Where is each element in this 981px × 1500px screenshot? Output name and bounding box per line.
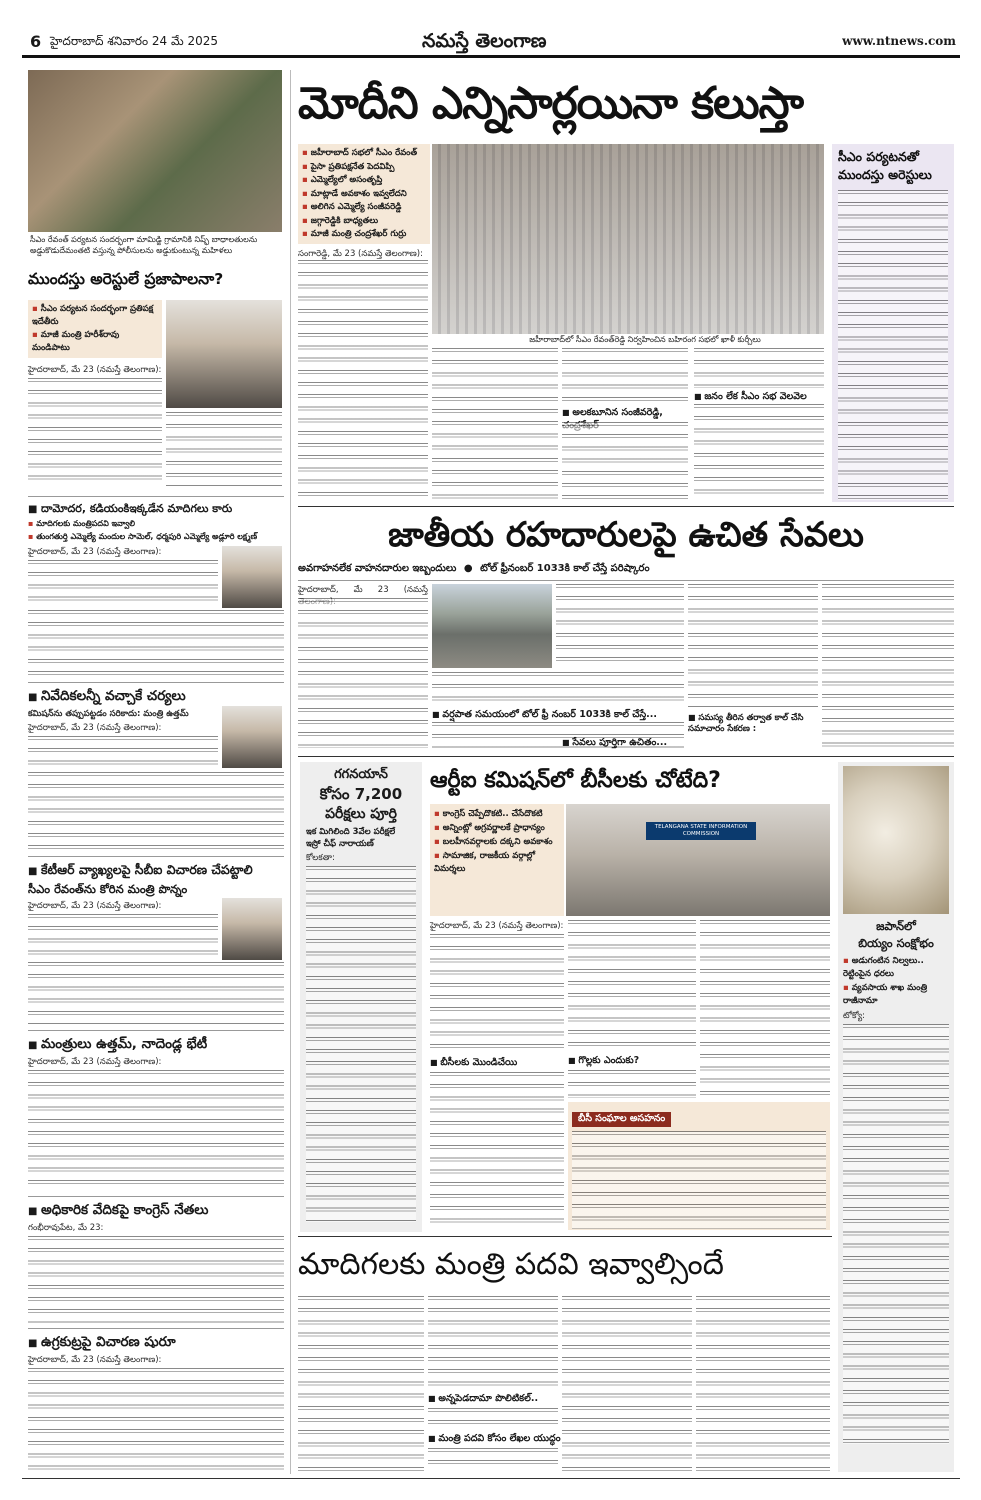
story6-dateline: హైదరాబాద్, మే 23 (నమస్తే తెలంగాణ): [28, 1355, 162, 1365]
highway-photo-caption: ■ వర్షపాత సమయంలో టోల్ ఫ్రీ నంబర్ 1033కి కాల్ చేస్తే... [432, 708, 684, 721]
divider [28, 856, 284, 857]
gaganyaan-sub-1: ఇక మిగిలింది 3వేల పరీక్షలే [306, 827, 396, 837]
gaganyaan-box [300, 762, 422, 1232]
rice-photo [843, 766, 949, 914]
rti-bullet: ▪ అన్నింట్లో అగ్రవర్ణాలకే ప్రాధాన్యం [434, 822, 560, 835]
madiga-subhead-1: ■ అన్నపెడదామా పొలిటికల్.. [428, 1392, 558, 1405]
story4-dateline: హైదరాబాద్, మే 23 (నమస్తే తెలంగాణ): [28, 1057, 162, 1067]
uttam-byline: కమిషన్‌ను తప్పుపట్టడం సరికాదు: మంత్రి ఉత్తమ్ [28, 709, 189, 719]
highway-body-4 [688, 584, 818, 708]
harish-portrait [166, 300, 282, 408]
lead-bullet: ▪ మాట్లాడే అవకాశం ఇవ్వలేదని [302, 188, 426, 201]
column-rule [290, 70, 291, 1474]
story1-dateline: హైదరాబాద్, మే 23 (నమస్తే తెలంగాణ): [28, 547, 162, 557]
gaganyaan-body [306, 866, 416, 1222]
ponnam-portrait [222, 898, 282, 960]
rti-building-photo [566, 804, 830, 916]
sidebar-headline-1: సీఎం పర్యటనతో [838, 149, 920, 164]
rti-headline: ఆర్టీఐ కమిషన్‌లో బీసీలకు చోటేది? [430, 768, 721, 793]
japan-bullet: ▪ అడుగంటిన నిల్వలు.. రెట్టింపైన ధరలు [843, 955, 949, 981]
harish-bullets [28, 300, 162, 358]
madiga-cabinet-bullets [28, 518, 284, 544]
madiga-body-2 [428, 1296, 558, 1390]
lead-bullet: ▪ ఎమ్మెల్యేలో అసంతృప్తి [302, 174, 426, 187]
lead-bullets [298, 144, 430, 244]
story4-body [28, 1070, 284, 1192]
highway-strap-2: టోల్ ఫ్రీనంబర్ 1033కి కాల్ చేస్తే పరిష్కారం [480, 563, 650, 574]
lead-bullet: ▪ మాజీ మంత్రి చంద్రశేఖర్ గుర్రు [302, 228, 426, 241]
highway-photo [432, 584, 552, 668]
japan-rice-sidebar [838, 762, 954, 1472]
ponnam-byline: సీఎం రేవంత్‌ను కోరిన మంత్రి పొన్నం [28, 882, 188, 896]
highway-body-3 [556, 584, 684, 668]
rti-bullet: ▪ కాంగ్రెస్ చెప్పేదొకటి.. చేసేదొకటి [434, 808, 560, 821]
cm-arrests-sidebar [832, 144, 954, 502]
japan-headline-2: బియ్యం సంక్షోభం [858, 936, 934, 950]
japan-dateline: టోక్యో: [843, 1011, 865, 1021]
footer-rule [22, 1478, 960, 1479]
uttam-portrait [222, 706, 282, 768]
uttam-nadendla-headline: ■ మంత్రులు ఉత్తమ్, నాదెండ్ల భేటీ [28, 1036, 284, 1055]
rti-subhead-1: ■ బీసీలకు మొండిచేయి [430, 1056, 564, 1069]
madiga-body-1 [298, 1296, 424, 1472]
gaganyaan-title-2: కోసం 7,200 [319, 785, 403, 803]
harish-bullet: ▪ మాజీ మంత్రి హరీశ్‌రావు మండిపాటు [32, 329, 158, 354]
uttam-headline: ■ నివేదికలన్నీ వచ్చాకే చర్యలు [28, 688, 284, 707]
japan-bullets [843, 955, 949, 1008]
sidebar-body [838, 190, 948, 500]
story3-body-b [28, 962, 284, 1026]
madiga-headline: మాదిగలకు మంత్రి పదవి ఇవ్వాల్సిందే [298, 1247, 724, 1282]
highway-headline: జాతీయ రహదారులపై ఉచిత సేవలు [388, 515, 864, 555]
divider [298, 506, 954, 507]
lead-body-col-1 [298, 260, 428, 500]
rti-body-1b [430, 1072, 564, 1228]
rti-body-2b [568, 1070, 696, 1098]
sidebar-headline-2: ముందస్తు అరెస్టులు [838, 167, 932, 182]
mla-portrait [222, 546, 282, 608]
lead-body-col-3b [562, 422, 688, 500]
highway-straps: అవగాహనలేక వాహనదారుల ఇబ్బందులు ● టోల్ ఫ్రీనంబర్ 1033కి కాల్ చేస్తే పరిష్కారం [298, 563, 650, 574]
divider [28, 1196, 284, 1197]
harish-body-2 [166, 412, 282, 488]
gaganyaan-title-3: పరీక్షలు పూర్తి [325, 806, 397, 822]
lead-bullet: ▪ జగ్గారెడ్డికి బాధ్యతలు [302, 215, 426, 228]
highway-subhead-2: ■ సమస్య తీరిన తర్వాత కాల్ చేసి సమాచారం సేకరణ : [688, 712, 818, 735]
lead-body-col-4b [694, 404, 824, 500]
date-line: హైదరాబాద్ శనివారం 24 మే 2025 [50, 34, 219, 48]
rti-bullets [430, 804, 564, 916]
lead-dateline: సంగారెడ్డి, మే 23 (నమస్తే తెలంగాణ): [298, 249, 423, 259]
story3-body-a [28, 914, 218, 960]
masthead: నమస్తే తెలంగాణ [422, 30, 547, 52]
story1-body-b [28, 610, 284, 676]
page-header [22, 30, 960, 58]
story6-body [28, 1368, 284, 1472]
lead-headline: మోదీని ఎన్నిసార్లయినా కలుస్తా [298, 78, 803, 129]
highway-body-1 [298, 598, 428, 748]
rti-subhead-2: ■ గొల్లకు ఎందుకు? [568, 1054, 696, 1067]
congress-dais-headline: ■ అధికారిక వేదికపై కాంగ్రెస్ నేతలు [28, 1202, 284, 1221]
protest-photo [28, 70, 282, 232]
terror-probe-headline: ■ ఉగ్రకుట్రపై విచారణ షురూ [28, 1334, 284, 1353]
rti-dateline: హైదరాబాద్, మే 23 (నమస్తే తెలంగాణ): [430, 921, 564, 931]
lead-subhead-2: ■ జనం లేక సీఎం సభ వెలవెల [694, 390, 826, 403]
story3-dateline: హైదరాబాద్, మే 23 (నమస్తే తెలంగాణ): [28, 901, 162, 911]
lead-bullet: ▪ పైసా ప్రతిపక్షనేత పెదవిప్పి [302, 161, 426, 174]
rti-body-2 [568, 920, 696, 1050]
rti-body-3 [700, 920, 830, 1098]
rti-body-1 [430, 934, 564, 1054]
lead-bullet: ▪ జహీరాబాద్ సభలో సీఎం రేవంత్ [302, 147, 426, 160]
harish-body-1 [28, 378, 162, 488]
bullet: ▪ తుంగతుర్తి ఎమ్మెల్యే మందుల సామెల్, ధర్మపురి ఎమ్మెల్యే అడ్లూరి లక్ష్మణ్ [28, 531, 284, 543]
divider [298, 756, 954, 757]
madiga-cabinet-headline: ■ దామోదర, కడియంకిఇక్కడేన మాదిగలు కారు [28, 502, 284, 518]
divider [28, 1030, 284, 1031]
madiga-subhead-2: ■ మంత్రి పదవి కోసం లేఖల యుద్ధం [428, 1432, 564, 1445]
japan-bullet: ▪ వ్యవసాయ శాఖ మంత్రి రాజీనామా [843, 982, 949, 1008]
highway-subhead-1: ■ సేవలు పూర్తిగా ఉచితం... [562, 736, 688, 749]
lead-body-col-4a [694, 348, 824, 388]
harish-headline: ముందస్తు అరెస్టులే ప్రజాపాలనా? [28, 270, 224, 288]
divider [298, 580, 954, 581]
lead-subhead-1: ■ అలకబూనిన సంజీవరెడ్డి, [562, 406, 694, 432]
japan-headline-1: జపాన్‌లో [876, 919, 916, 933]
highway-body-2 [432, 672, 684, 706]
rti-bullet: ▪ సామాజిక, రాజకీయ వర్గాల్లో విమర్శలు [434, 850, 560, 876]
bc-associations-box [568, 1102, 830, 1230]
divider [298, 1236, 832, 1237]
divider [28, 1328, 284, 1329]
uttam-dateline: హైదరాబాద్, మే 23 (నమస్తే తెలంగాణ): [28, 723, 162, 733]
empty-chairs-photo [432, 144, 824, 334]
story1-body-a [28, 560, 218, 608]
highway-body-5 [822, 584, 954, 748]
rti-bullet: ▪ బలహీనవర్గాలకు దక్కని అవకాశం [434, 836, 560, 849]
story5-body [28, 1236, 284, 1324]
story2-body-a [28, 736, 218, 770]
harish-dateline: హైదరాబాద్, మే 23 (నమస్తే తెలంగాణ): [28, 365, 162, 375]
bullet: ▪ మాదిగలకు మంత్రిపదవి ఇవ్వాలి [28, 518, 284, 530]
protest-photo-caption: సీఎం రేవంత్ పర్యటన సందర్భంగా మామిడ్జి గ్రామానికి నిష్ఫ్ బాధాలతులను అడ్డుకొడుదేమంతటి వస్తున్న పోలీసులను అడ్డుకుంటున్న మహిళలు [30, 235, 258, 255]
highway-dateline: హైదరాబాద్, మే 23 (నమస్తే [298, 585, 428, 595]
bc-box-body [572, 1131, 826, 1229]
harish-bullet: ▪ సీఎం పర్యటన సందర్భంగా ప్రతిపక్ష ఇదేతీరు [32, 303, 158, 328]
madiga-body-4 [696, 1296, 830, 1472]
ktr-cbi-headline: ■ కేటీఆర్ వ్యాఖ్యలపై సీబీఐ విచారణ చేపట్టాలి [28, 862, 284, 881]
lead-bullet: ▪ అలిగిన ఎమ్మెల్యే సంజీవరెడ్డి [302, 201, 426, 214]
bc-box-title: బీసీ సంఘాల అసహనం [572, 1112, 671, 1127]
website-link[interactable]: www.ntnews.com [842, 34, 956, 48]
gaganyaan-title-1: గగనయాన్ [334, 767, 388, 782]
story5-dateline: గంభీరావుపేట, మే 23: [28, 1223, 104, 1233]
gaganyaan-dateline: కోలకతా: [306, 853, 335, 863]
empty-chairs-caption: జహీరాబాద్‌లో సీఎం రేవంత్‌రెడ్డి నిర్వహించిన బహిరంగ సభలో ఖాళీ కుర్చీలు [529, 335, 761, 344]
rti-building-sign: TELANGANA STATE INFORMATION COMMISSION [646, 822, 756, 840]
gaganyaan-sub-2: ఇస్రో చీఫ్ నారాయణ్ [306, 839, 374, 849]
lead-body-col-2 [432, 348, 558, 500]
madiga-body-3 [562, 1296, 692, 1472]
divider [28, 682, 284, 683]
lead-body-col-3a [562, 348, 688, 404]
highway-strap-1: అవగాహనలేక వాహనదారుల ఇబ్బందులు [298, 563, 457, 574]
page-number: 6 [30, 32, 42, 51]
japan-body [843, 1024, 949, 1444]
story2-body-b [28, 772, 284, 852]
madiga-body-2c [428, 1448, 558, 1472]
divider [28, 496, 284, 497]
madiga-body-2b [428, 1408, 558, 1430]
